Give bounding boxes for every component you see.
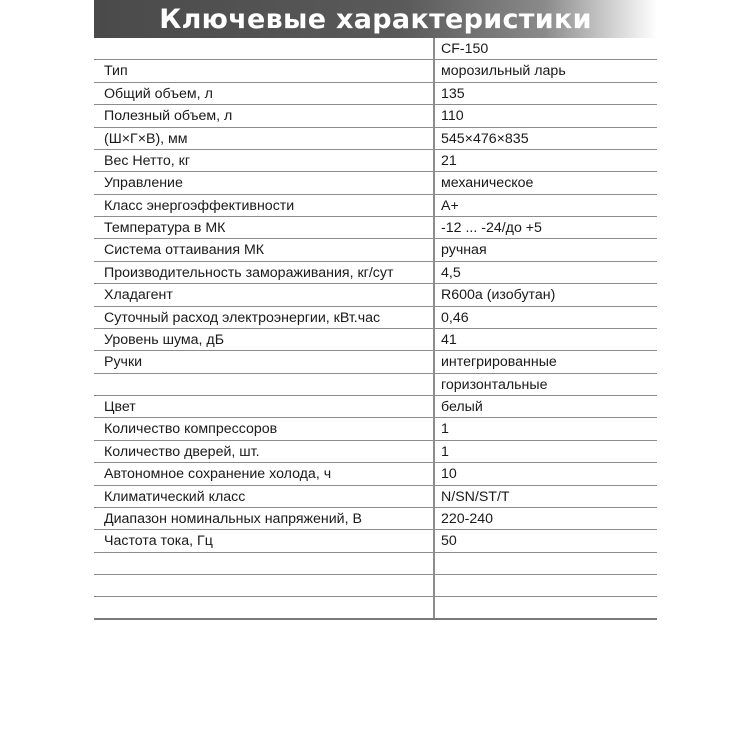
spec-value: N/SN/ST/T	[441, 488, 510, 505]
spec-value: A+	[441, 197, 459, 214]
spec-label: Производительность замораживания, кг/сут	[104, 264, 394, 281]
spec-label: Суточный расход электроэнергии, кВт.час	[104, 309, 381, 326]
table-row	[94, 239, 657, 261]
title-banner	[94, 0, 657, 38]
spec-label: Общий объем, л	[104, 85, 213, 102]
model-name: CF-150	[441, 41, 489, 57]
spec-label: Диапазон номинальных напряжений, В	[104, 510, 362, 527]
spec-label: Полезный объем, л	[104, 108, 233, 125]
spec-label: Тип	[104, 63, 128, 80]
spec-label: Климатический класс	[104, 488, 246, 505]
table-row	[94, 105, 657, 127]
table-row	[94, 217, 657, 239]
spec-value: механическое	[441, 175, 534, 192]
spec-label: (Ш×Г×В), мм	[104, 130, 188, 147]
table-row	[94, 150, 657, 172]
spec-value: 1	[441, 421, 449, 438]
table-row	[94, 441, 657, 463]
spec-value: ручная	[441, 242, 487, 259]
table-row	[94, 374, 657, 396]
table-row	[94, 530, 657, 552]
spec-label: Хладагент	[104, 287, 173, 304]
spec-value: -12 ... -24/до +5	[441, 220, 542, 236]
spec-label: Температура в МК	[104, 220, 226, 236]
spec-label: Частота тока, Гц	[104, 533, 213, 550]
table-row	[94, 351, 657, 373]
spec-value: 0,46	[441, 309, 469, 326]
spec-label: Цвет	[104, 399, 136, 415]
spec-label: Уровень шума, дБ	[104, 331, 225, 348]
page-title: Ключевые характеристики	[159, 4, 592, 35]
table-row	[94, 418, 657, 440]
table-row	[94, 60, 657, 82]
spec-label: Класс энергоэффективности	[104, 197, 295, 214]
table-row	[94, 284, 657, 306]
table-row	[94, 463, 657, 485]
spec-label: Автономное сохранение холода, ч	[104, 466, 332, 483]
spec-value: 10	[441, 466, 457, 483]
spec-value: интегрированные	[441, 354, 557, 371]
table-row	[94, 486, 657, 508]
spec-value: R600a (изобутан)	[441, 287, 556, 304]
table-row	[94, 83, 657, 105]
table-row	[94, 597, 657, 619]
spec-value: 110	[441, 108, 464, 125]
spec-value: 135	[441, 85, 465, 102]
spec-value: морозильный ларь	[441, 63, 566, 80]
spec-label: Количество компрессоров	[104, 421, 278, 438]
table-row	[94, 575, 657, 597]
spec-value: 50	[441, 533, 457, 550]
spec-value: 545×476×835	[441, 130, 529, 147]
spec-label: Управление	[104, 175, 183, 192]
table-row	[94, 508, 657, 530]
spec-value: 1	[441, 443, 449, 460]
table-row	[94, 128, 657, 150]
table-row	[94, 172, 657, 194]
spec-label: Система оттаивания МК	[104, 242, 265, 259]
table-row	[94, 396, 657, 418]
table-row	[94, 262, 657, 284]
table-row	[94, 553, 657, 575]
spec-value: белый	[441, 399, 483, 415]
spec-table	[94, 38, 657, 620]
spec-value: 4,5	[441, 264, 461, 281]
spec-label: Количество дверей, шт.	[104, 443, 260, 460]
spec-value: 220-240	[441, 510, 494, 527]
table-row	[94, 307, 657, 329]
table-row	[94, 329, 657, 351]
header-row	[94, 38, 657, 60]
table-row	[94, 195, 657, 217]
spec-label: Вес Нетто, кг	[104, 152, 191, 169]
spec-value: горизонтальные	[441, 376, 548, 393]
spec-value: 21	[441, 152, 457, 169]
spec-value: 41	[441, 331, 457, 348]
spec-label: Ручки	[104, 354, 143, 371]
